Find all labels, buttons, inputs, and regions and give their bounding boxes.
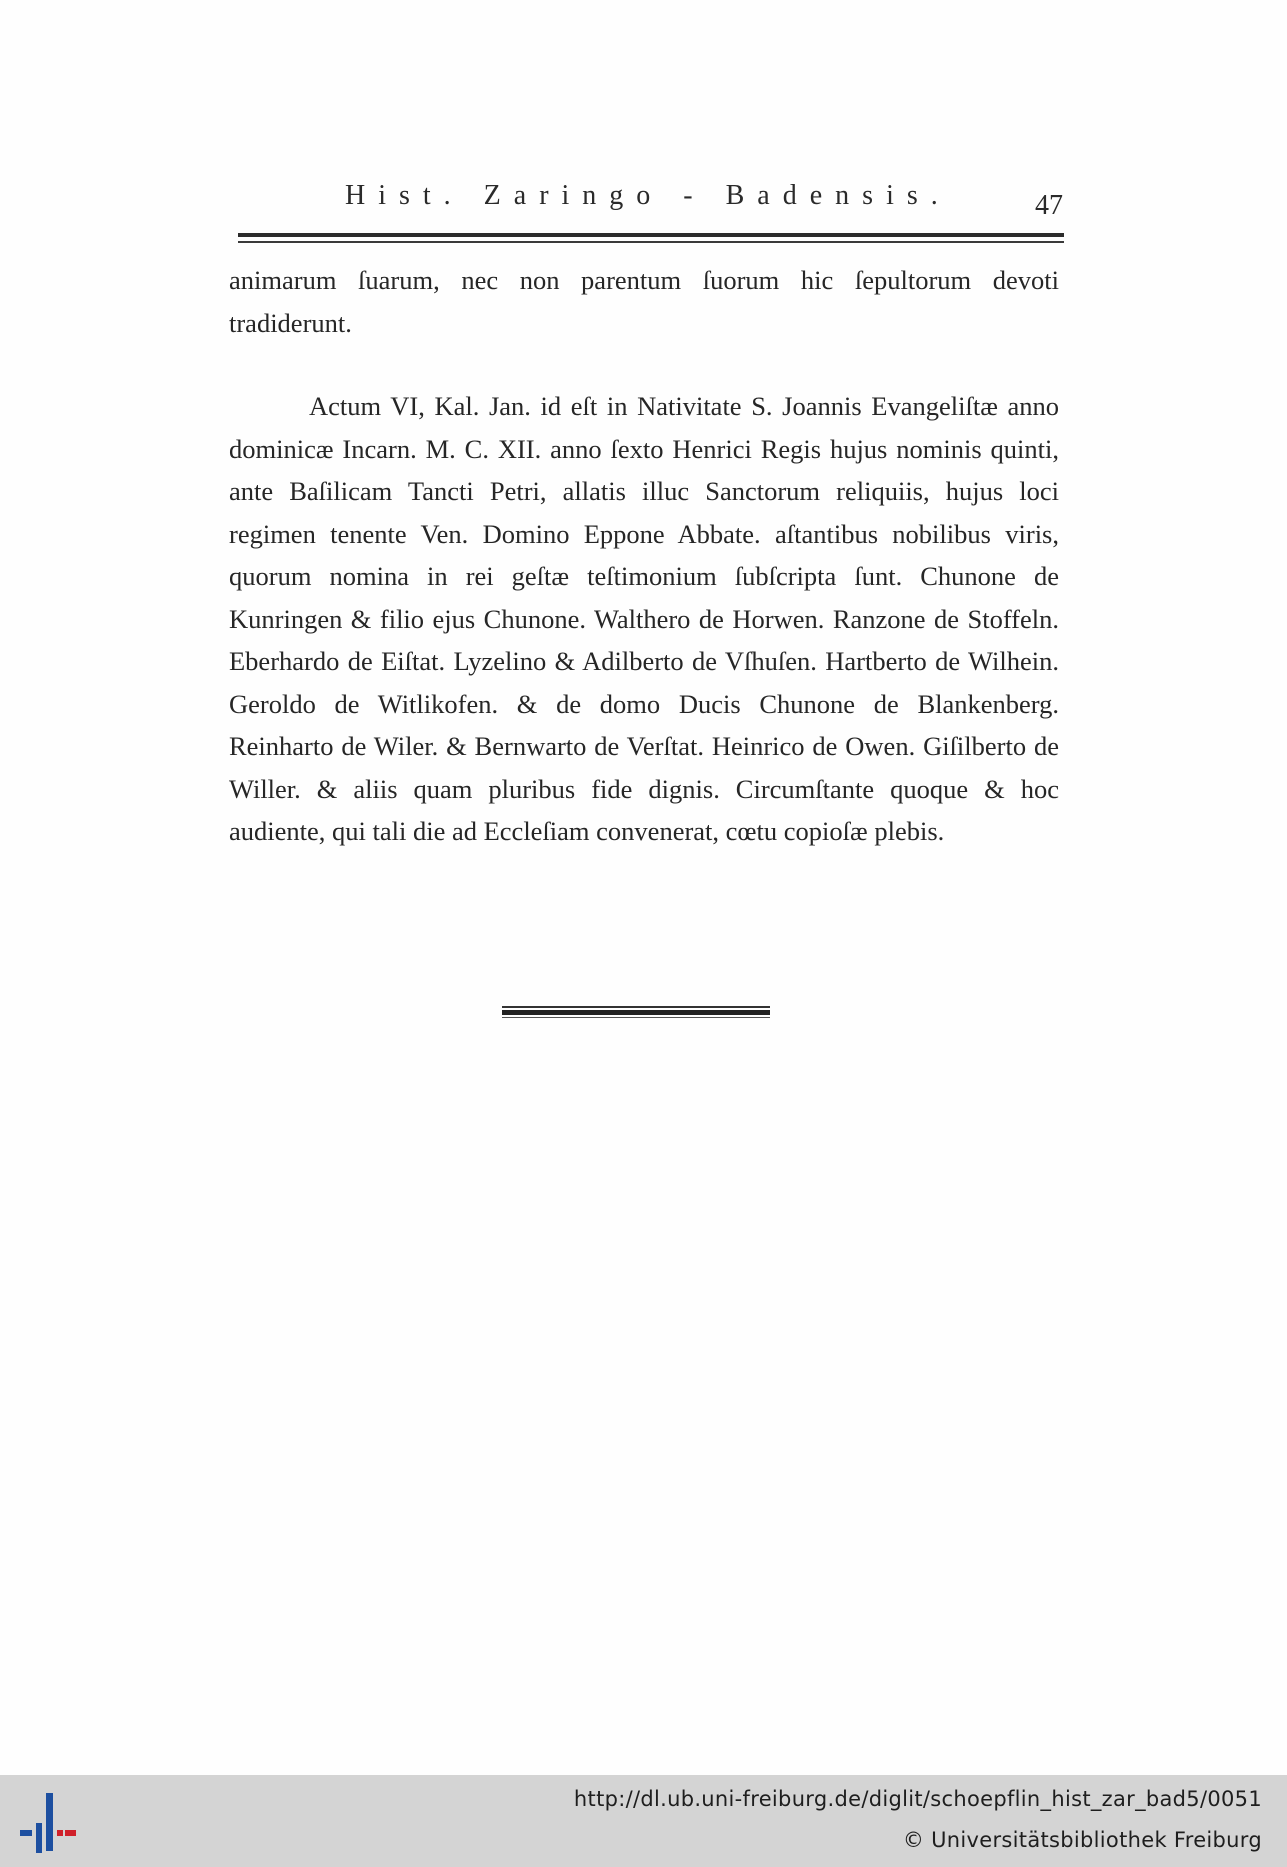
footer-copyright: © Universitätsbibliothek Freiburg: [902, 1828, 1262, 1852]
header-rule-thick: [238, 233, 1064, 237]
end-rule-thin-top: [502, 1006, 770, 1008]
paragraph-actum: Actum VI, Kal. Jan. id eſt in Nativitate S. Joannis Evangeliſtæ anno dominicæ Incarn. M. C. XII. anno ſexto Henrici Regis hujus nominis quinti, ante Baſilicam Tancti Petri, allatis illuc Sanctorum reliquiis, hujus loci regimen tenente Ven. Domino Eppone Abbate. aſtantibus nobilibus viris, quorum nomina in rei geſtæ teſtimonium ſubſcripta ſunt. Chunone de Kunringen & filio ejus Chunone. Walthero de Horwen. Ranzone de Stoffeln. Eberhardo de Eiſtat. Lyzelino & Adilberto de Vſhuſen. Hartberto de Wilhein. Geroldo de Witlikofen. & de domo Ducis Chunone de Blankenberg. Reinharto de Wiler. & Bernwarto de Verſtat. Heinrico de Owen. Giſilberto de Willer. & aliis quam pluribus fide dignis. Circumſtante quoque & hoc audiente, qui tali die ad Eccleſiam convenerat, cœtu copioſæ plebis.: [229, 391, 1059, 846]
end-rule-thin-bottom: [502, 1017, 770, 1018]
page-number: 47: [1035, 190, 1063, 221]
ub-freiburg-logo-icon: [18, 1789, 80, 1855]
running-head-title: Hist. Zaringo - Badensis.: [345, 180, 951, 211]
footer-bar: [0, 1775, 1287, 1867]
end-rule-thick: [502, 1010, 770, 1015]
header-rule-thin: [238, 241, 1064, 243]
header-rule: [238, 233, 1064, 245]
end-rule: [502, 1006, 770, 1018]
footer-url-link[interactable]: http://dl.ub.uni-freiburg.de/diglit/schoepflin_hist_zar_bad5/0051: [573, 1787, 1262, 1811]
paragraph-continuation: animarum ſuarum, nec non parentum ſuorum hic ſepultorum devoti tradiderunt.: [229, 265, 1059, 338]
